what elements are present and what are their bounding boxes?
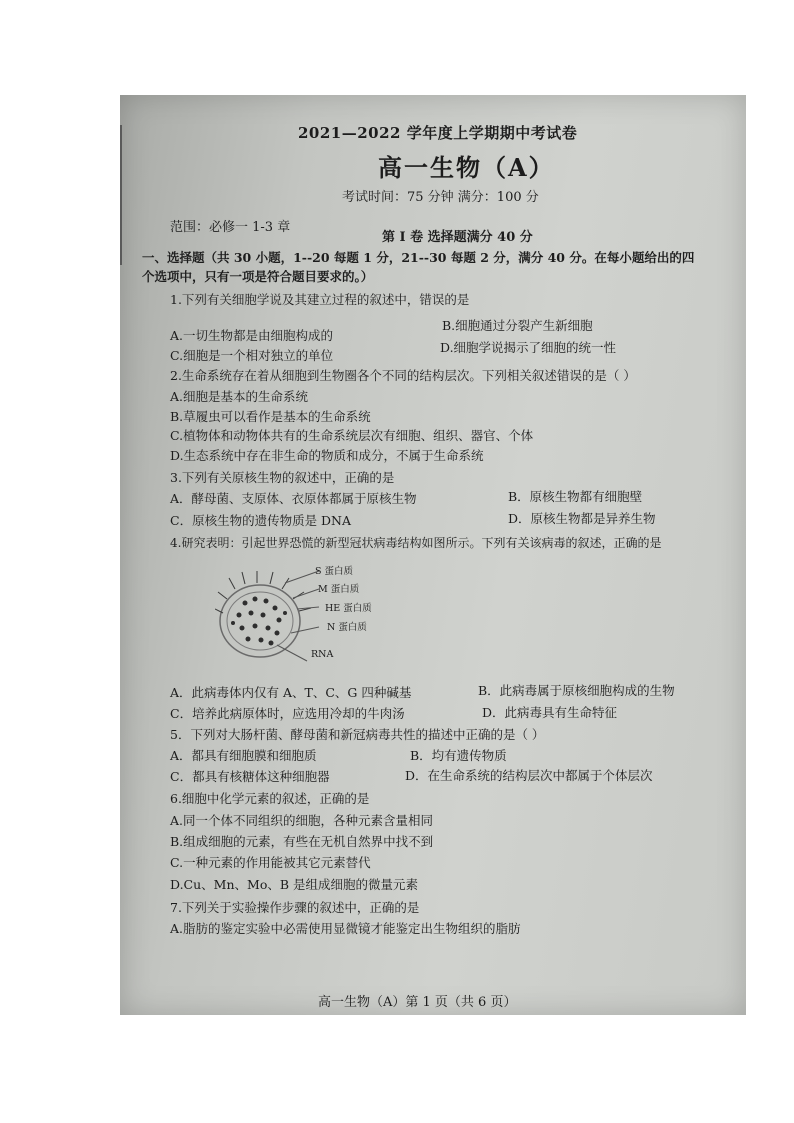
question-3-option-d: D．原核生物都是异养生物 — [508, 511, 656, 526]
page-footer: 高一生物（A）第 1 页（共 6 页） — [318, 995, 517, 1010]
question-1-option-a: A.一切生物都是由细胞构成的 — [170, 328, 334, 343]
exam-time-score: 考试时间：75 分钟 满分：100 分 — [342, 190, 539, 205]
exam-scope: 范围：必修一 1-3 章 — [170, 220, 291, 235]
question-3-stem: 3.下列有关原核生物的叙述中，正确的是 — [170, 470, 395, 485]
question-5-option-c: C．都具有核糖体这种细胞器 — [170, 769, 330, 784]
question-3-option-a: A．酵母菌、支原体、衣原体都属于原核生物 — [170, 491, 417, 506]
question-1-stem: 1.下列有关细胞学说及其建立过程的叙述中，错误的是 — [170, 292, 470, 307]
question-6-stem: 6.细胞中化学元素的叙述，正确的是 — [170, 791, 370, 806]
section-instruction-line1: 一、选择题（共 30 小题，1--20 每题 1 分，21--30 每题 2 分，满分 40 分。在每小题给出的四 — [142, 250, 695, 265]
label-he-protein: HE 蛋白质 — [325, 603, 372, 614]
question-1-option-b: B.细胞通过分裂产生新细胞 — [442, 318, 593, 333]
question-2-option-c: C.植物体和动物体共有的生命系统层次有细胞、组织、器官、个体 — [170, 428, 534, 443]
coronavirus-diagram — [215, 563, 372, 673]
question-6-option-b: B.组成细胞的元素，有些在无机自然界中找不到 — [170, 834, 434, 849]
label-n-protein: N 蛋白质 — [327, 622, 367, 633]
question-6-option-c: C.一种元素的作用能被其它元素替代 — [170, 855, 371, 870]
question-6-option-a: A.同一个体不同组织的细胞，各种元素含量相同 — [170, 813, 434, 828]
question-3-option-c: C．原核生物的遗传物质是 DNA — [170, 513, 352, 528]
question-5-option-a: A．都具有细胞膜和细胞质 — [170, 748, 317, 763]
exam-title: 高一生物（A） — [378, 153, 555, 182]
question-5-option-b: B．均有遗传物质 — [410, 748, 507, 763]
exam-header: 2021—2022 学年度上学期期中考试卷 — [298, 124, 578, 142]
paper-edge-mark — [120, 125, 122, 265]
question-4-stem: 4.研究表明：引起世界恐慌的新型冠状病毒结构如图所示。下列有关该病毒的叙述，正确的是 — [170, 536, 662, 550]
label-s-protein: S 蛋白质 — [315, 566, 354, 577]
question-2-option-a: A.细胞是基本的生命系统 — [170, 389, 309, 404]
question-3-option-b: B．原核生物都有细胞壁 — [508, 489, 643, 504]
question-2-option-b: B.草履虫可以看作是基本的生命系统 — [170, 409, 371, 424]
exam-paper — [120, 95, 746, 1015]
question-2-stem: 2.生命系统存在着从细胞到生物圈各个不同的结构层次。下列相关叙述错误的是（ ） — [170, 368, 636, 383]
part-one-heading: 第 I 卷 选择题满分 40 分 — [382, 230, 533, 245]
question-7-option-a: A.脂肪的鉴定实验中必需使用显微镜才能鉴定出生物组织的脂肪 — [170, 921, 521, 936]
question-4-option-b: B．此病毒属于原核细胞构成的生物 — [478, 683, 675, 698]
label-m-protein: M 蛋白质 — [318, 584, 360, 595]
question-4-option-a: A．此病毒体内仅有 A、T、C、G 四种碱基 — [170, 685, 412, 700]
question-4-option-c: C．培养此病原体时，应选用冷却的牛肉汤 — [170, 706, 405, 721]
section-instruction-line2: 个选项中，只有一项是符合题目要求的。） — [142, 269, 374, 284]
question-4-option-d: D．此病毒具有生命特征 — [482, 705, 618, 720]
question-6-option-d: D.Cu、Mn、Mo、B 是组成细胞的微量元素 — [170, 877, 418, 892]
question-5-stem: 5．下列对大肠杆菌、酵母菌和新冠病毒共性的描述中正确的是（ ） — [170, 727, 545, 742]
question-1-option-d: D.细胞学说揭示了细胞的统一性 — [440, 340, 617, 355]
label-rna: RNA — [311, 649, 334, 660]
question-2-option-d: D.生态系统中存在非生命的物质和成分，不属于生命系统 — [170, 448, 484, 463]
question-7-stem: 7.下列关于实验操作步骤的叙述中，正确的是 — [170, 900, 420, 915]
question-1-option-c: C.细胞是一个相对独立的单位 — [170, 348, 334, 363]
question-5-option-d: D．在生命系统的结构层次中都属于个体层次 — [405, 768, 653, 783]
